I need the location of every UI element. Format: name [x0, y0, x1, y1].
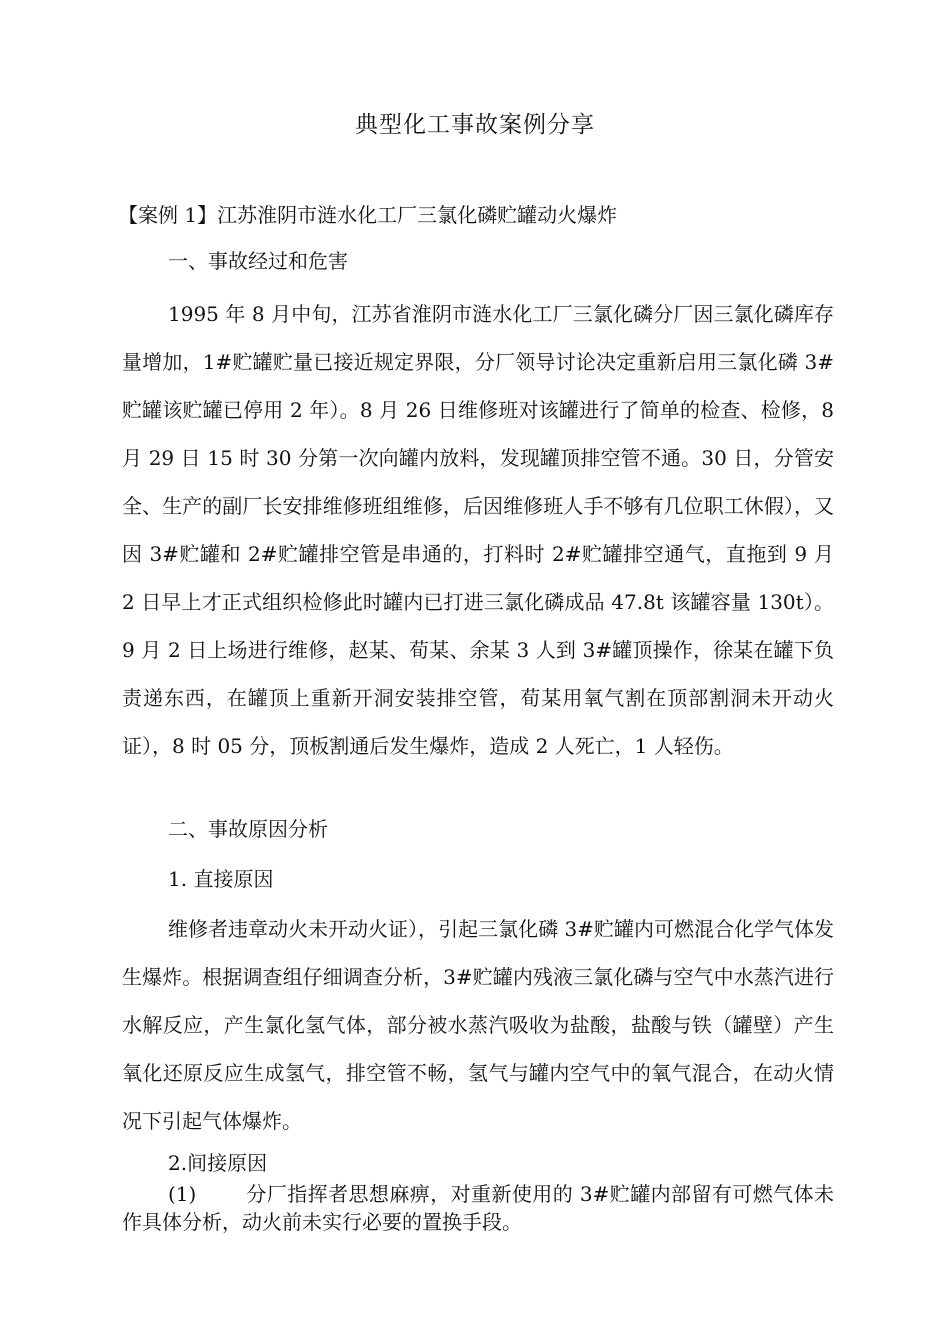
section-heading-accident-process: 一、事故经过和危害: [168, 249, 348, 273]
case-title: 【案例 1】江苏淮阴市涟水化工厂三氯化磷贮罐动火爆炸: [118, 203, 618, 227]
list-item-text: 分厂指挥者思想麻痹，对重新使用的 3#贮罐内部留有可燃气体未作具体分析，动火前未实行必要的置换手段。: [122, 1182, 834, 1234]
section-heading-cause-analysis: 二、事故原因分析: [168, 817, 328, 841]
list-item-indirect-cause-1: [122, 1180, 834, 1236]
list-item-number: (1): [168, 1182, 197, 1206]
paragraph-accident-process: 1995 年 8 月中旬，江苏省淮阴市涟水化工厂三氯化磷分厂因三氯化磷库存量增加，1#贮罐贮量已接近规定界限，分厂领导讨论决定重新启用三氯化磷 3#贮罐该贮罐已停用 2 年）。8 月 26 日维修班对该罐进行了简单的检查、检修，8 月 29 日 15 时 30 分第一次向罐内放料，发现罐顶排空管不通。30 日，分管安全、生产的副厂长安排维修班组维修，后因维修班人手不够有几位职工休假），又因 3#贮罐和 2#贮罐排空管是串通的，打料时 2#贮罐排空通气，直拖到 9 月 2 日早上才正式组织检修此时罐内已打进三氯化磷成品 47.8t 该罐容量 130t）。9 月 2 日上场进行维修，赵某、荀某、余某 3 人到 3#罐顶操作，徐某在罐下负责递东西，在罐顶上重新开洞安装排空管，荀某用氧气割在顶部割洞未开动火证），8 时 05 分，顶板割通后发生爆炸，造成 2 人死亡，1 人轻伤。: [122, 302, 834, 758]
document-title: 典型化工事故案例分享: [355, 112, 595, 138]
subsection-heading-indirect-cause: 2.间接原因: [168, 1151, 268, 1175]
paragraph-direct-cause: 维修者违章动火未开动火证），引起三氯化磷 3#贮罐内可燃混合化学气体发生爆炸。根据调查组仔细调查分析，3#贮罐内残液三氯化磷与空气中水蒸汽进行水解反应，产生氯化氢气体，部分被水蒸汽吸收为盐酸，盐酸与铁（罐壁）产生氧化还原反应生成氢气，排空管不畅，氢气与罐内空气中的氧气混合，在动火情况下引起气体爆炸。: [122, 917, 834, 1133]
subsection-heading-direct-cause: 1. 直接原因: [168, 867, 274, 891]
